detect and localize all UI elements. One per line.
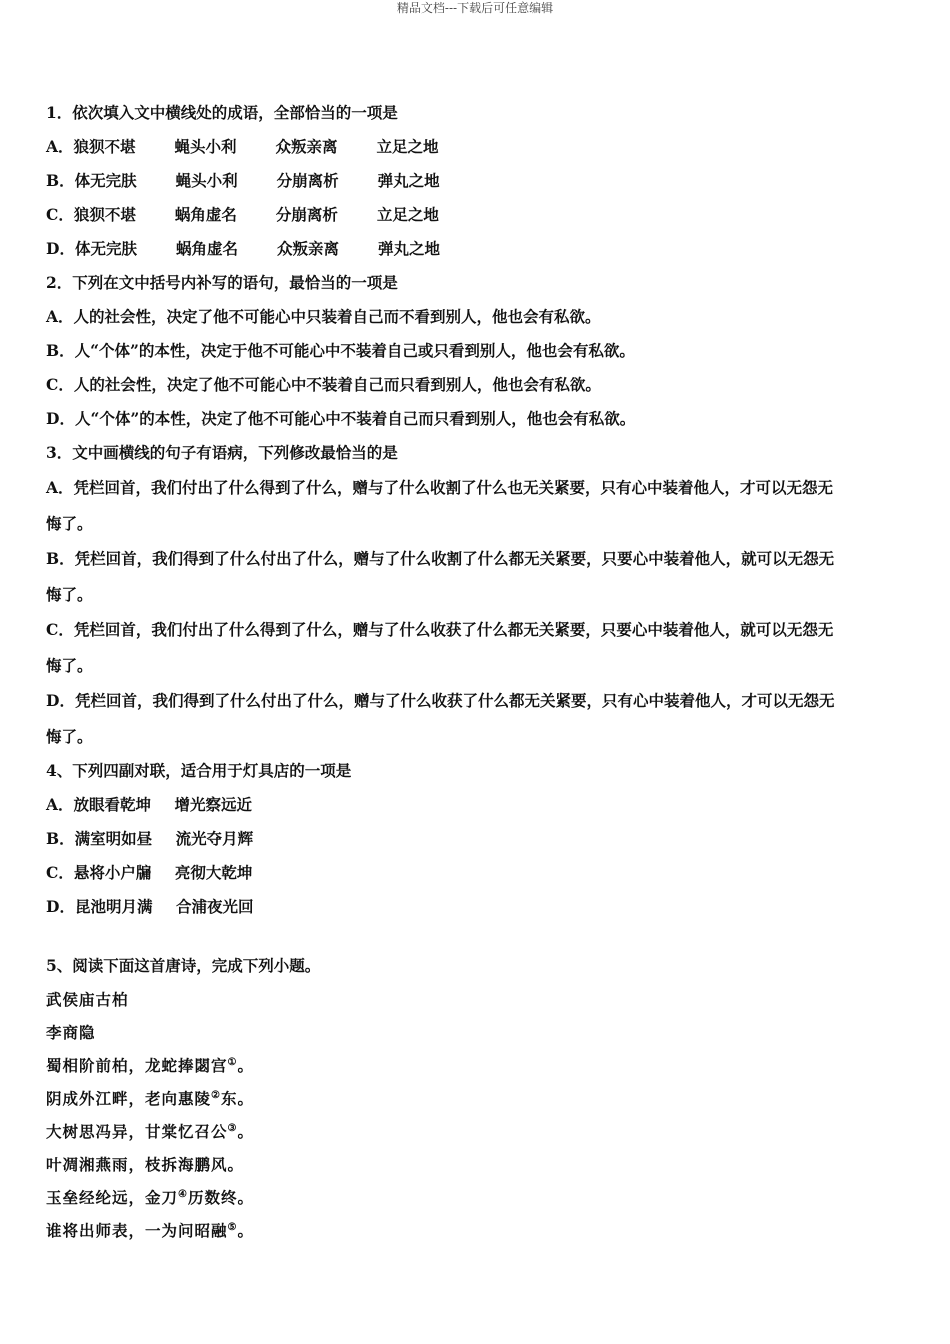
question-1-option-b xyxy=(46,164,906,198)
option-word: 狼狈不堪 xyxy=(73,205,136,224)
option-word: 分崩离析 xyxy=(275,205,338,224)
option-label: A． xyxy=(46,795,74,814)
option-line: A．凭栏回首，我们付出了什么得到了什么，赠与了什么收割了什么也无关紧要，只有心中装着他人，才可以无怨无 xyxy=(46,478,834,497)
option-label: D． xyxy=(46,897,75,916)
poem-line xyxy=(46,1049,906,1082)
option-word: 立足之地 xyxy=(376,137,439,156)
poem-line-end: 。 xyxy=(237,1122,254,1141)
option-word: 蝇头小利 xyxy=(174,137,237,156)
poem-line-text: 玉垒经纶远，金刀 xyxy=(46,1188,179,1207)
poem-line xyxy=(46,1148,906,1181)
question-3-stem: 3．文中画横线的句子有语病，下列修改最恰当的是 xyxy=(46,443,398,462)
question-4-option-b xyxy=(46,822,906,856)
couplet-first-line: 放眼看乾坤 xyxy=(73,795,152,814)
poem-line-end: 东。 xyxy=(220,1089,254,1108)
option-label: B． xyxy=(46,829,75,848)
question-4-option-d xyxy=(46,890,906,924)
poem-line-text: 叶凋湘燕雨，枝拆海鹏风。 xyxy=(46,1155,245,1174)
option-word: 体无完肤 xyxy=(74,239,137,258)
option-word: 众叛亲离 xyxy=(275,137,338,156)
option-word: 蜗角虚名 xyxy=(175,239,238,258)
footnote-marker: ③ xyxy=(227,1123,238,1134)
option-label: C． xyxy=(46,863,74,882)
option-label: D． xyxy=(46,239,75,258)
footnote-marker: ⑤ xyxy=(227,1222,238,1233)
option-line: C．凭栏回首，我们付出了什么得到了什么，赠与了什么收获了什么都无关紧要，只要心中装着他人，就可以无怨无 xyxy=(46,620,834,639)
couplet-second-line: 合浦夜光回 xyxy=(175,897,254,916)
question-4-option-a xyxy=(46,788,906,822)
option-word: 狼狈不堪 xyxy=(73,137,136,156)
couplet-first-line: 昆池明月满 xyxy=(74,897,153,916)
question-2-option-d: D．人“个体”的本性，决定了他不可能心中不装着自己而只看到别人，他也会有私欲。 xyxy=(46,409,636,428)
question-1-option-d xyxy=(46,232,906,266)
footnote-marker: ④ xyxy=(178,1189,188,1200)
option-line: 悔了。 xyxy=(46,727,93,746)
couplet-second-line: 增光察远近 xyxy=(174,795,253,814)
poem-title: 武侯庙古柏 xyxy=(46,990,129,1009)
option-label: C． xyxy=(46,205,74,224)
question-3-option-a xyxy=(46,470,906,541)
poem-line-text: 阴成外江畔，老向惠陵 xyxy=(46,1089,212,1108)
spacer xyxy=(46,924,906,949)
question-2-option-c: C．人的社会性，决定了他不可能心中不装着自己而只看到别人，他也会有私欲。 xyxy=(46,375,601,394)
option-word: 蜗角虚名 xyxy=(174,205,237,224)
page-header: 精品文档---下载后可任意编辑 xyxy=(396,1,554,15)
option-line: 悔了。 xyxy=(46,585,93,604)
couplet-second-line: 流光夺月辉 xyxy=(175,829,254,848)
option-word: 蝇头小利 xyxy=(175,171,238,190)
question-4-option-c xyxy=(46,856,906,890)
poem-line xyxy=(46,1181,906,1214)
poem-line-end: 历数终。 xyxy=(187,1188,254,1207)
question-2-option-a: A．人的社会性，决定了他不可能心中只装着自己而不看到别人，他也会有私欲。 xyxy=(46,307,601,326)
document-body xyxy=(46,96,906,1247)
option-line: B．凭栏回首，我们得到了什么付出了什么，赠与了什么收割了什么都无关紧要，只要心中装着他人，就可以无怨无 xyxy=(46,549,835,568)
option-line: D．凭栏回首，我们得到了什么付出了什么，赠与了什么收获了什么都无关紧要，只有心中装着他人，才可以无怨无 xyxy=(46,691,835,710)
question-1-option-c xyxy=(46,198,906,232)
poem-line xyxy=(46,1115,906,1148)
question-1-stem: 1．依次填入文中横线处的成语，全部恰当的一项是 xyxy=(46,103,398,122)
poem-line-end: 。 xyxy=(237,1056,254,1075)
poem-line-text: 蜀相阶前柏，龙蛇捧閟宫 xyxy=(46,1056,228,1075)
question-5-stem: 5、阅读下面这首唐诗，完成下列小题。 xyxy=(46,956,321,975)
poem-author: 李商隐 xyxy=(46,1023,96,1042)
option-word: 体无完肤 xyxy=(74,171,137,190)
footnote-marker: ② xyxy=(211,1090,221,1101)
question-3-option-b xyxy=(46,541,906,612)
option-word: 众叛亲离 xyxy=(276,239,339,258)
question-2-option-b: B．人“个体”的本性，决定于他不可能心中不装着自己或只看到别人，他也会有私欲。 xyxy=(46,341,635,360)
option-word: 立足之地 xyxy=(376,205,439,224)
poem-line-text: 谁将出师表，一为问昭融 xyxy=(46,1221,228,1240)
option-word: 分崩离析 xyxy=(276,171,339,190)
couplet-first-line: 悬将小户牖 xyxy=(73,863,152,882)
poem-line xyxy=(46,1082,906,1115)
option-word: 弹丸之地 xyxy=(377,171,440,190)
footnote-marker: ① xyxy=(227,1057,238,1068)
option-label: B． xyxy=(46,171,75,190)
question-3-option-c xyxy=(46,612,906,683)
option-label: A． xyxy=(46,137,74,156)
poem-line-end: 。 xyxy=(237,1221,254,1240)
option-word: 弹丸之地 xyxy=(377,239,440,258)
poem-line xyxy=(46,1214,906,1247)
question-3-option-d xyxy=(46,683,906,754)
question-4-stem: 4、下列四副对联，适合用于灯具店的一项是 xyxy=(46,761,352,780)
option-line: 悔了。 xyxy=(46,656,93,675)
poem-line-text: 大树思冯异，甘棠忆召公 xyxy=(46,1122,228,1141)
couplet-first-line: 满室明如昼 xyxy=(74,829,153,848)
option-line: 悔了。 xyxy=(46,514,93,533)
question-1-option-a xyxy=(46,130,906,164)
question-2-stem: 2．下列在文中括号内补写的语句，最恰当的一项是 xyxy=(46,273,398,292)
couplet-second-line: 亮彻大乾坤 xyxy=(174,863,253,882)
